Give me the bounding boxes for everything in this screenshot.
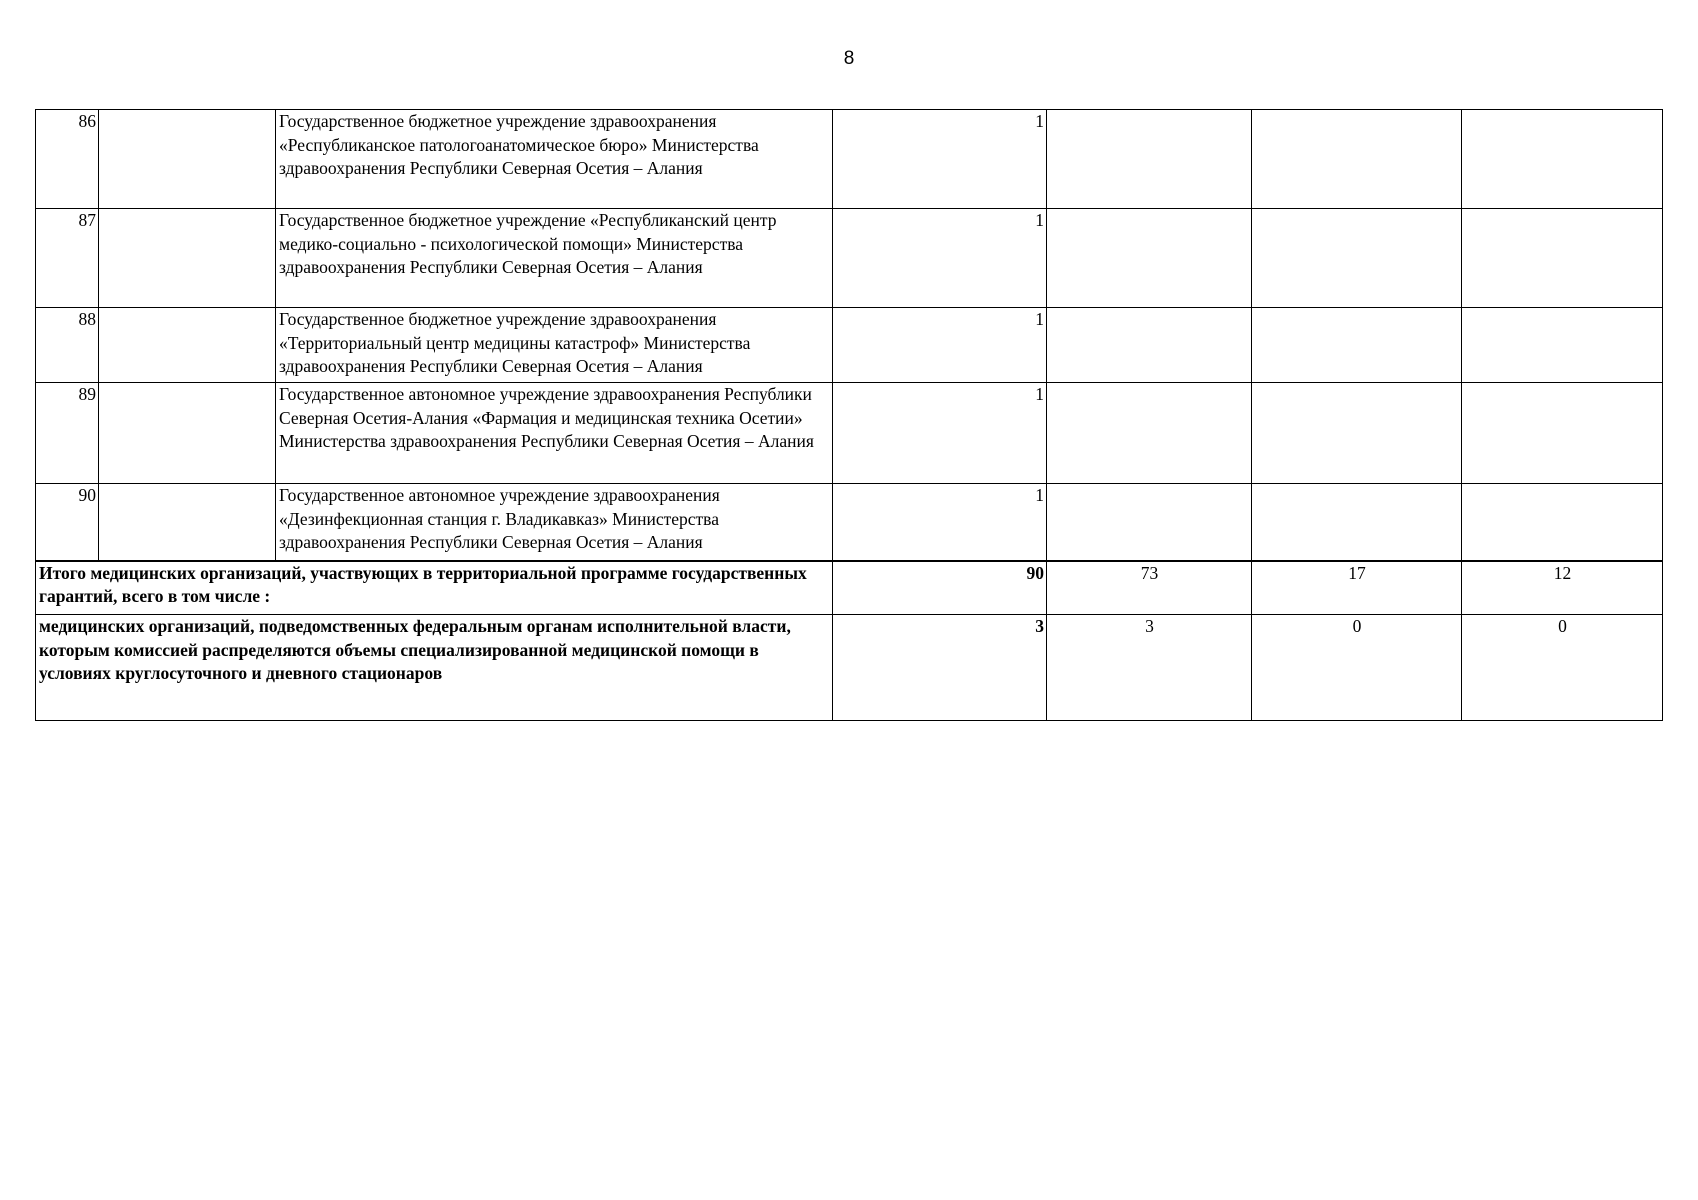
row-count: 1 <box>833 484 1047 561</box>
row-col5 <box>1047 209 1252 308</box>
total-col7: 12 <box>1462 561 1663 615</box>
row-number: 90 <box>36 484 99 561</box>
row-number: 87 <box>36 209 99 308</box>
row-col6 <box>1252 110 1462 209</box>
total-col5: 73 <box>1047 561 1252 615</box>
organization-name: Государственное бюджетное учреждение здравоохранения «Территориальный центр медицины катастроф» Министерства здравоохранения Республики Северная Осетия – Алания <box>276 308 833 383</box>
organization-name: Государственное бюджетное учреждение здравоохранения «Республиканское патологоанатомическое бюро» Министерства здравоохранения Республики Северная Осетия – Алания <box>276 110 833 209</box>
row-col5 <box>1047 484 1252 561</box>
row-col6 <box>1252 484 1462 561</box>
organization-name: Государственное автономное учреждение здравоохранения Республики Северная Осетия-Алания «Фармация и медицинская техника Осетии» Министерства здравоохранения Республики Северная Осетия – Алания <box>276 383 833 484</box>
row-number: 88 <box>36 308 99 383</box>
federal-subtotal-row <box>36 615 1663 721</box>
table-row <box>36 484 1663 561</box>
federal-subtotal-col7: 0 <box>1462 615 1663 721</box>
page-number: 8 <box>843 48 855 69</box>
row-col7 <box>1462 209 1663 308</box>
row-code <box>99 110 276 209</box>
row-count: 1 <box>833 209 1047 308</box>
row-code <box>99 484 276 561</box>
federal-subtotal-col6: 0 <box>1252 615 1462 721</box>
table-row <box>36 308 1663 383</box>
row-count: 1 <box>833 383 1047 484</box>
row-number: 86 <box>36 110 99 209</box>
total-col6: 17 <box>1252 561 1462 615</box>
row-code <box>99 383 276 484</box>
row-col7 <box>1462 308 1663 383</box>
organizations-table <box>35 109 1663 721</box>
table-row <box>36 110 1663 209</box>
total-label: Итого медицинских организаций, участвующих в территориальной программе государственных гарантий, всего в том числе : <box>36 561 833 615</box>
row-count: 1 <box>833 308 1047 383</box>
row-number: 89 <box>36 383 99 484</box>
row-col7 <box>1462 110 1663 209</box>
table-row <box>36 209 1663 308</box>
row-code <box>99 209 276 308</box>
row-col7 <box>1462 484 1663 561</box>
row-count: 1 <box>833 110 1047 209</box>
row-col5 <box>1047 308 1252 383</box>
federal-subtotal-col5: 3 <box>1047 615 1252 721</box>
row-col6 <box>1252 308 1462 383</box>
total-row <box>36 561 1663 615</box>
row-col5 <box>1047 383 1252 484</box>
table-row <box>36 383 1663 484</box>
row-col7 <box>1462 383 1663 484</box>
row-col6 <box>1252 383 1462 484</box>
total-count: 90 <box>833 561 1047 615</box>
row-col6 <box>1252 209 1462 308</box>
federal-subtotal-label: медицинских организаций, подведомственных федеральным органам исполнительной власти, которым комиссией распределяются объемы специализированной медицинской помощи в условиях круглосуточного и дневного стационаров <box>36 615 833 721</box>
row-code <box>99 308 276 383</box>
federal-subtotal-count: 3 <box>833 615 1047 721</box>
organization-name: Государственное автономное учреждение здравоохранения «Дезинфекционная станция г. Владикавказ» Министерства здравоохранения Республики Северная Осетия – Алания <box>276 484 833 561</box>
row-col5 <box>1047 110 1252 209</box>
organization-name: Государственное бюджетное учреждение «Республиканский центр медико-социально - психологической помощи» Министерства здравоохранения Республики Северная Осетия – Алания <box>276 209 833 308</box>
